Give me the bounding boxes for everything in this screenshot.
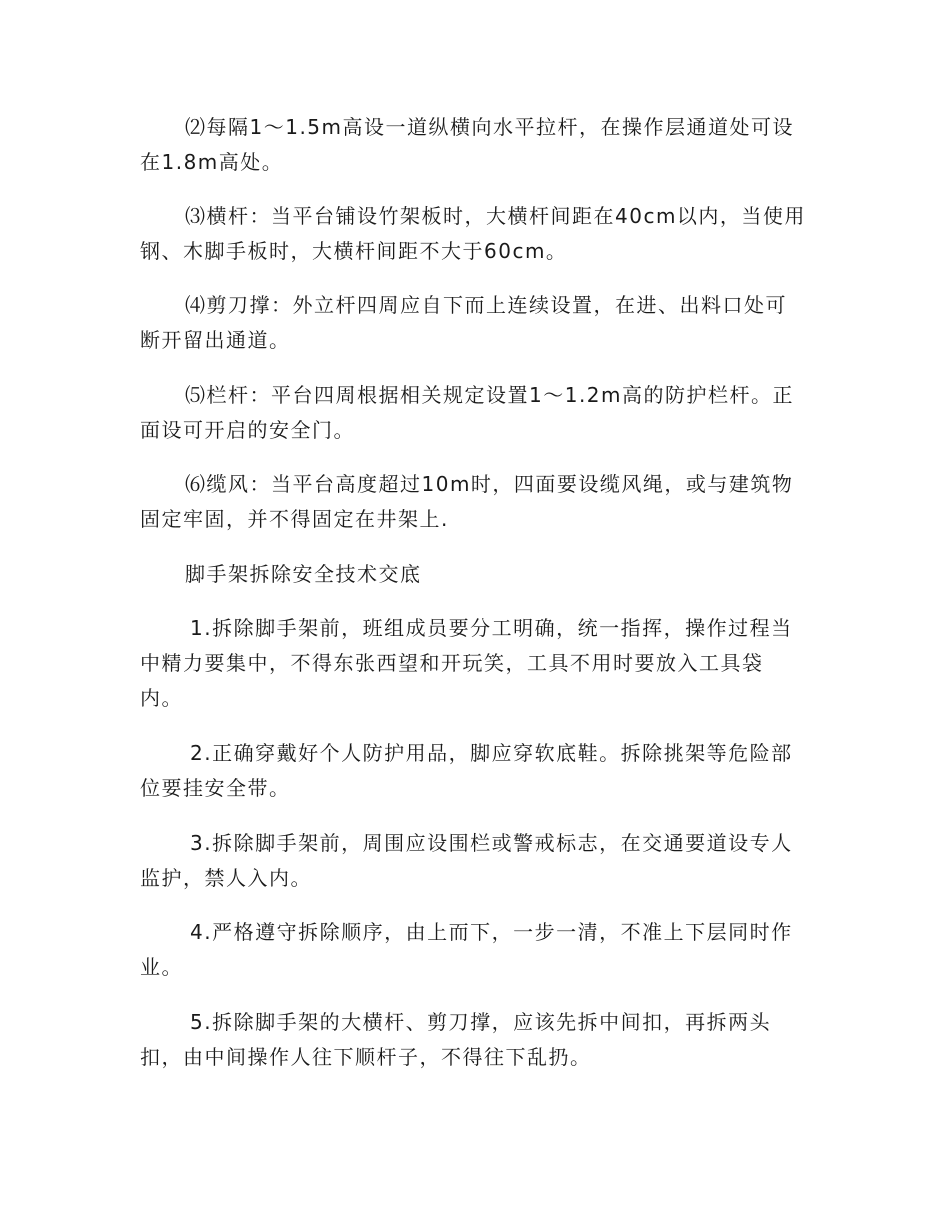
- paragraph-line: 扣，由中间操作人往下顺杆子，不得往下乱扔。: [140, 1045, 592, 1069]
- paragraph-line: 业。: [140, 955, 183, 979]
- paragraph-line: 中精力要集中，不得东张西望和开玩笑，工具不用时要放入工具袋: [140, 651, 764, 675]
- paragraph-line: 固定牢固，并不得固定在井架上.: [140, 507, 449, 531]
- paragraph-line: 1.拆除脚手架前，班组成员要分工明确，统一指挥，操作过程当: [190, 616, 793, 640]
- paragraph-line: ⑷剪刀撑：外立杆四周应自下而上连续设置，在进、出料口处可: [185, 293, 787, 317]
- paragraph-line: ⑹缆风：当平台高度超过10m时，四面要设缆风绳，或与建筑物: [185, 472, 794, 496]
- paragraph-line: 3.拆除脚手架前，周围应设围栏或警戒标志，在交通要道设专人: [190, 831, 793, 855]
- paragraph-line: 2.正确穿戴好个人防护用品，脚应穿软底鞋。拆除挑架等危险部: [190, 741, 793, 765]
- paragraph-line: ⑸栏杆：平台四周根据相关规定设置1～1.2m高的防护栏杆。正: [185, 383, 795, 407]
- section-heading-text: 脚手架拆除安全技术交底: [185, 562, 422, 586]
- list-item-3: [140, 826, 805, 896]
- list-item-5: [140, 1005, 805, 1075]
- paragraph-3: [140, 199, 805, 269]
- paragraph-4: [140, 288, 805, 358]
- list-item-4: [140, 915, 805, 985]
- paragraph-5: [140, 378, 805, 448]
- paragraph-line: 监护，禁人入内。: [140, 866, 312, 890]
- paragraph-line: 4.严格遵守拆除顺序，由上而下，一步一清，不准上下层同时作: [190, 920, 793, 944]
- list-item-2: [140, 736, 805, 806]
- paragraph-line: 在1.8m高处。: [140, 150, 284, 174]
- paragraph-line: ⑶横杆：当平台铺设竹架板时，大横杆间距在40cm以内，当使用: [185, 204, 806, 228]
- paragraph-2: [140, 110, 805, 180]
- section-heading: [140, 557, 805, 592]
- paragraph-line: 钢、木脚手板时，大横杆间距不大于60cm。: [140, 239, 568, 263]
- list-item-1: [140, 611, 805, 716]
- paragraph-line: 位要挂安全带。: [140, 776, 291, 800]
- paragraph-line: 内。: [140, 686, 183, 710]
- paragraph-6: [140, 467, 805, 537]
- paragraph-line: 断开留出通道。: [140, 328, 291, 352]
- paragraph-line: ⑵每隔1～1.5m高设一道纵横向水平拉杆，在操作层通道处可设: [185, 115, 795, 139]
- paragraph-line: 5.拆除脚手架的大横杆、剪刀撑，应该先拆中间扣，再拆两头: [190, 1010, 772, 1034]
- paragraph-line: 面设可开启的安全门。: [140, 418, 355, 442]
